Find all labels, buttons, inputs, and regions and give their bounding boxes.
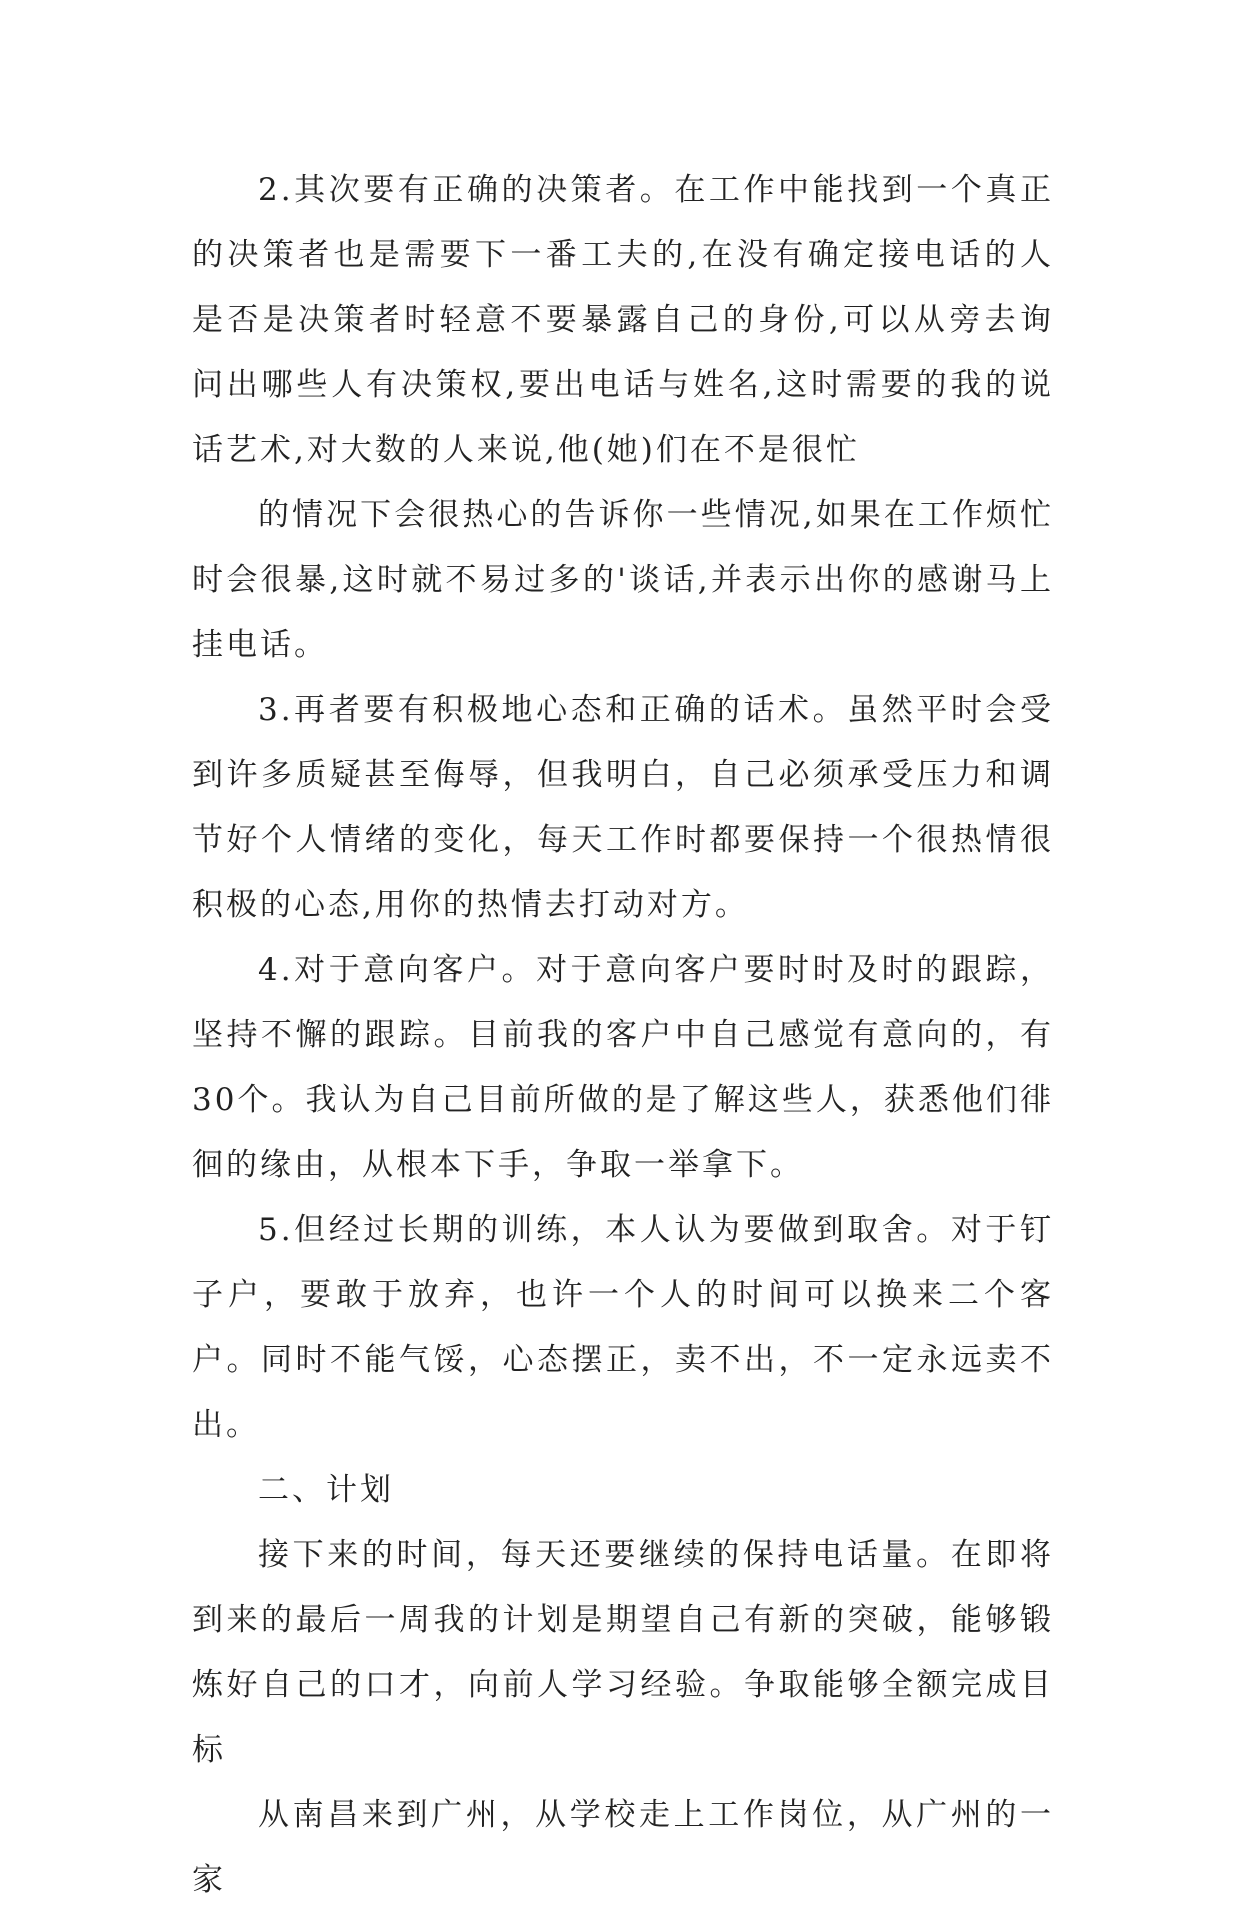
section-heading-plan: 二、计划 bbox=[258, 1472, 394, 1508]
paragraph-plan: 接下来的时间，每天还要继续的保持电话量。在即将到来的最后一周我的计划是期望自己有新的突破，能够锻炼好自己的口才，向前人学习经验。争取能够全额完成目标 bbox=[192, 1537, 1054, 1768]
paragraph-trade-off: 5.但经过长期的训练，本人认为要做到取舍。对于钉子户，要敢于放弃，也许一个人的时间可以换来二个客户。同时不能气馁，心态摆正，卖不出，不一定永远卖不出。 bbox=[192, 1212, 1054, 1443]
paragraph-positive-attitude: 3.再者要有积极地心态和正确的话术。虽然平时会受到许多质疑甚至侮辱，但我明白，自己必须承受压力和调节好个人情绪的变化，每天工作时都要保持一个很热情很积极的心态,用你的热情去打动对方。 bbox=[192, 692, 1054, 923]
paragraph-situation: 的情况下会很热心的告诉你一些情况,如果在工作烦忙时会很暴,这时就不易过多的'谈话,并表示出你的感谢马上挂电话。 bbox=[192, 497, 1054, 663]
paragraph-intended-clients: 4.对于意向客户。对于意向客户要时时及时的跟踪，坚持不懈的跟踪。目前我的客户中自己感觉有意向的，有30个。我认为自己目前所做的是了解这些人，获悉他们徘徊的缘由，从根本下手，争取一举拿下。 bbox=[192, 952, 1054, 1183]
paragraph-from-nanchang: 从南昌来到广州，从学校走上工作岗位，从广州的一家 bbox=[192, 1797, 1054, 1898]
paragraph-decision-maker: 2.其次要有正确的决策者。在工作中能找到一个真正的决策者也是需要下一番工夫的,在没有确定接电话的人是否是决策者时轻意不要暴露自己的身份,可以从旁去询问出哪些人有决策权,要出电话与姓名,这时需要的我的说话艺术,对大数的人来说,他(她)们在不是很忙 bbox=[192, 172, 1054, 468]
document-body bbox=[192, 158, 1054, 1913]
